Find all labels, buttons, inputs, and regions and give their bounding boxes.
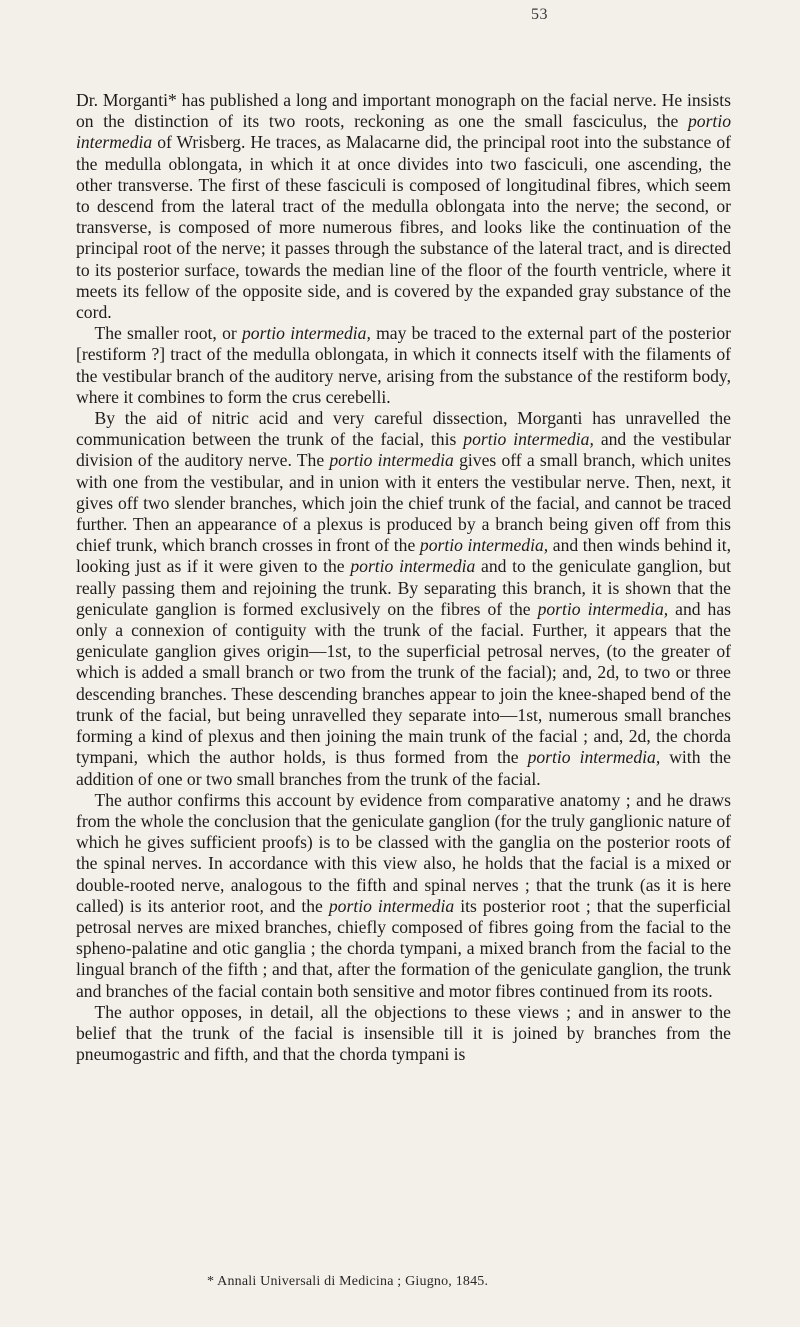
- paragraph: Dr. Morganti* has published a long and important monograph on the facial nerve. He insists on the distinction of its two roots, reckoning as one the small fasciculus, the portio intermedia of Wrisberg. He traces, as Malacarne did, the principal root into the substance of the medulla oblongata, in which it at once divides into two fasciculi, one ascending, the other transverse. The first of these fasciculi is composed of longitudinal fibres, which seem to descend from the lateral tract of the medulla oblongata into the nerve; the second, or transverse, is composed of more numerous fibres, and looks like the continuation of the principal root of the nerve; it passes through the substance of the lateral tract, and is directed to its posterior surface, towards the median line of the floor of the fourth ventricle, where it meets its fellow of the opposite side, and is covered by the expanded gray substance of the cord.: [76, 90, 731, 323]
- paragraph: The smaller root, or portio intermedia, may be traced to the external part of the posterior [restiform ?] tract of the medulla oblongata, in which it connects itself with the filaments of the vestibular branch of the auditory nerve, arising from the substance of the restiform body, where it combines to form the crus cerebelli.: [76, 323, 731, 407]
- italic-term: portio intermedia,: [419, 535, 549, 556]
- paragraph: The author opposes, in detail, all the objections to these views ; and in answer to the belief that the trunk of the facial is insensible till it is joined by branches from the pneumogastric and fifth, and that the chorda tympani is: [76, 1001, 731, 1065]
- text-body: [76, 90, 731, 1065]
- italic-term: portio intermedia: [350, 556, 476, 577]
- italic-term: portio intermedia,: [527, 747, 661, 768]
- italic-term: portio intermedia: [329, 450, 454, 471]
- paragraph: By the aid of nitric acid and very careful dissection, Morganti has unravelled the communication between the trunk of the facial, this portio intermedia, and the vestibular division of the auditory nerve. The portio intermedia gives off a small branch, which unites with one from the vestibular, and in union with it enters the vestibular nerve. Then, next, it gives off two slender branches, which join the chief trunk of the facial, and cannot be traced further. Then an appearance of a plexus is produced by a branch being given off from this chief trunk, which branch crosses in front of the portio intermedia, and then winds behind it, looking just as if it were given to the portio intermedia and to the geniculate ganglion, but really passing them and rejoining the trunk. By separating this branch, it is shown that the geniculate ganglion is formed exclusively on the fibres of the portio intermedia, and has only a connexion of contiguity with the trunk of the facial. Further, it appears that the geniculate ganglion gives origin—1st, to the superficial petrosal nerves, (to the greater of which is added a small branch or two from the trunk of the facial); and, 2d, to two or three descending branches. These descending branches appear to join the knee-shaped bend of the trunk of the facial, but being unravelled they separate into—1st, numerous small branches forming a kind of plexus and then joining the main trunk of the facial ; and, 2d, the chorda tympani, which the author holds, is thus formed from the portio intermedia, with the addition of one or two small branches from the trunk of the facial.: [76, 408, 732, 789]
- italic-term: portio intermedia,: [463, 429, 594, 450]
- paragraph: The author confirms this account by evidence from comparative anatomy ; and he draws from the whole the conclusion that the geniculate ganglion (for the truly ganglionic nature of which he gives sufficient proofs) is to be classed with the ganglia on the posterior roots of the spinal nerves. In accordance with this view also, he holds that the facial is a mixed or double-rooted nerve, analogous to the fifth and spinal nerves ; that the trunk (as it is here called) is its anterior root, and the portio intermedia its posterior root ; that the superficial petrosal nerves are mixed branches, chiefly composed of fibres going from the facial to the spheno-palatine and otic ganglia ; the chorda tympani, a mixed branch from the facial to the lingual branch of the fifth ; and that, after the formation of the geniculate ganglion, the trunk and branches of the facial contain both sensitive and motor fibres continued from its roots.: [76, 789, 731, 1001]
- italic-term: portio intermedia: [328, 895, 455, 916]
- footnote: * Annali Universali di Medicina ; Giugno, 1845.: [207, 1274, 489, 1289]
- page-number: 53: [531, 6, 548, 23]
- italic-term: portio intermedia,: [241, 323, 371, 344]
- italic-term: portio intermedia: [76, 111, 731, 153]
- italic-term: portio intermedia,: [537, 598, 669, 619]
